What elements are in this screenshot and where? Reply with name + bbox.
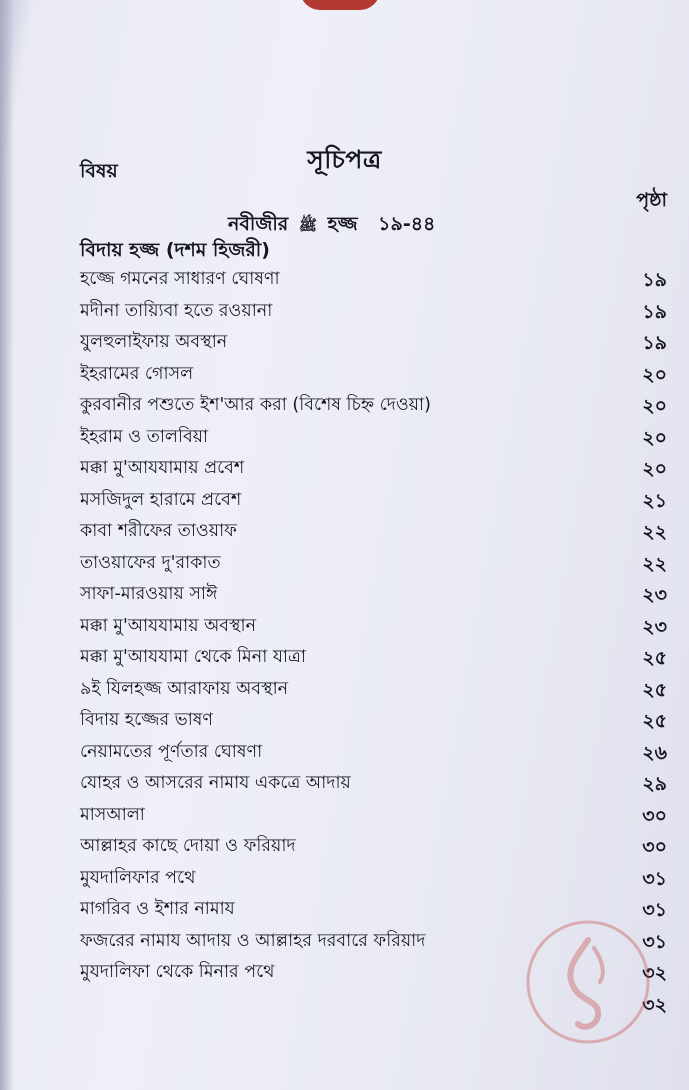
toc-entry [0,325,689,357]
toc-entry-title: মুযদালিফার পথে [80,867,196,888]
toc-entry [0,672,689,704]
toc-entry-page: ৩০ [642,804,667,827]
toc-entry-page: ২৫ [642,710,667,732]
toc-entry-page: ৩১ [642,899,667,921]
toc-entry-title: নেয়ামতের পূর্ণতার ঘোষণা [80,741,263,762]
toc-entry-title: যুলহুলাইফায় অবস্থান [80,332,228,352]
subject-column-heading: বিষয় [80,160,118,182]
toc-entry-page: ৩২ [642,993,667,1016]
toc-entry [0,798,689,830]
toc-entry-title: আল্লাহর কাছে দোয়া ও ফরিয়াদ [80,836,296,856]
subheading: বিদায় হজ্জ (দশম হিজরী) [80,239,270,261]
toc-entry-page: ৩০ [642,836,667,858]
toc-list [0,262,689,1018]
toc-entry-page: ২০ [642,395,667,417]
page-column-heading: পৃষ্ঠা [636,189,667,211]
toc-entry [0,735,689,767]
toc-entry [0,420,689,452]
toc-entry-title: মসজিদুল হারামে প্রবেশ [80,489,242,510]
section-page-range: ১৯-৪৪ [378,213,436,235]
toc-entry-title: মাসআলা [80,804,145,825]
toc-entry [0,640,689,672]
toc-entry-page: ২৬ [642,741,667,764]
toc-entry-title: ৯ই যিলহজ্জ আরাফায় অবস্থান [80,678,289,699]
toc-entry-title: মদীনা তায়্যিবা হতে রওয়ানা [80,300,273,321]
toc-entry [0,766,689,798]
toc-entry-page: ১৯ [642,332,667,354]
toc-entry [0,357,689,389]
toc-entry-page: ২৫ [642,678,667,701]
section-title: নবীজীর [228,213,289,235]
toc-entry-page: ২৫ [642,647,667,669]
toc-entry-title: যোহর ও আসরের নামায একত্রে আদায় [80,773,351,793]
toc-entry [0,451,689,483]
toc-entry-title: ইহরামের গোসল [80,363,194,384]
page-title: সূচিপত্র [307,145,382,174]
toc-entry-page: ১৯ [642,269,667,291]
salawat-calligraphy-icon: ﷺ [298,216,317,234]
toc-entry [0,546,689,578]
toc-entry-page: ২৯ [642,773,667,795]
toc-entry [0,483,689,515]
toc-entry-page: ৩১ [642,867,667,890]
publisher-logo-icon [524,918,652,1046]
section-title-suffix: হজ্জ [327,213,358,235]
toc-entry-page: ২০ [642,426,667,449]
toc-entry-page: ২২ [642,552,667,575]
toc-entry [0,262,689,294]
toc-entry-page: ২১ [642,489,667,512]
toc-entry-title: কুরবানীর পশুতে ইশ'আর করা (বিশেষ চিহ্ন দেওয়া) [80,395,431,415]
toc-entry-title: ইহরাম ও তালবিয়া [80,426,209,447]
toc-entry [0,703,689,735]
toc-entry-page: ২০ [642,363,667,386]
toc-entry [0,514,689,546]
toc-entry-title: তাওয়াফের দু'রাকাত [80,552,221,573]
toc-entry-page: ২৩ [642,615,667,638]
toc-entry-page: ১৯ [642,300,667,323]
toc-entry-title: মক্কা মু'আযযামায় প্রবেশ [80,458,245,478]
toc-entry-title: সাফা-মারওয়ায় সাঈ [80,584,218,604]
toc-entry-page: ৩২ [642,962,667,984]
toc-entry-page: ৩১ [642,930,667,953]
bookmark-tab [300,0,380,10]
toc-entry [0,577,689,609]
toc-entry-title: মাগরিব ও ইশার নামায [80,899,235,919]
toc-entry [0,388,689,420]
toc-entry-page: ২৩ [642,584,667,606]
toc-entry-title: হজ্জে গমনের সাধারণ ঘোষণা [80,269,280,289]
toc-entry-title: বিদায় হজ্জের ভাষণ [80,710,214,730]
toc-entry-page: ২২ [642,521,667,543]
toc-entry-title: মক্কা মু'আযযামা থেকে মিনা যাত্রা [80,647,306,667]
toc-entry-title: মুযদালিফা থেকে মিনার পথে [80,962,275,982]
toc-entry [0,609,689,641]
toc-entry [0,829,689,861]
toc-entry-title: ফজরের নামায আদায় ও আল্লাহর দরবারে ফরিয়াদ [80,930,426,951]
toc-entry-title: কাবা শরীফের তাওয়াফ [80,521,237,541]
toc-entry-title: মক্কা মু'আযযামায় অবস্থান [80,615,257,636]
toc-entry [0,861,689,893]
toc-entry [0,294,689,326]
toc-entry-page: ২০ [642,458,667,480]
